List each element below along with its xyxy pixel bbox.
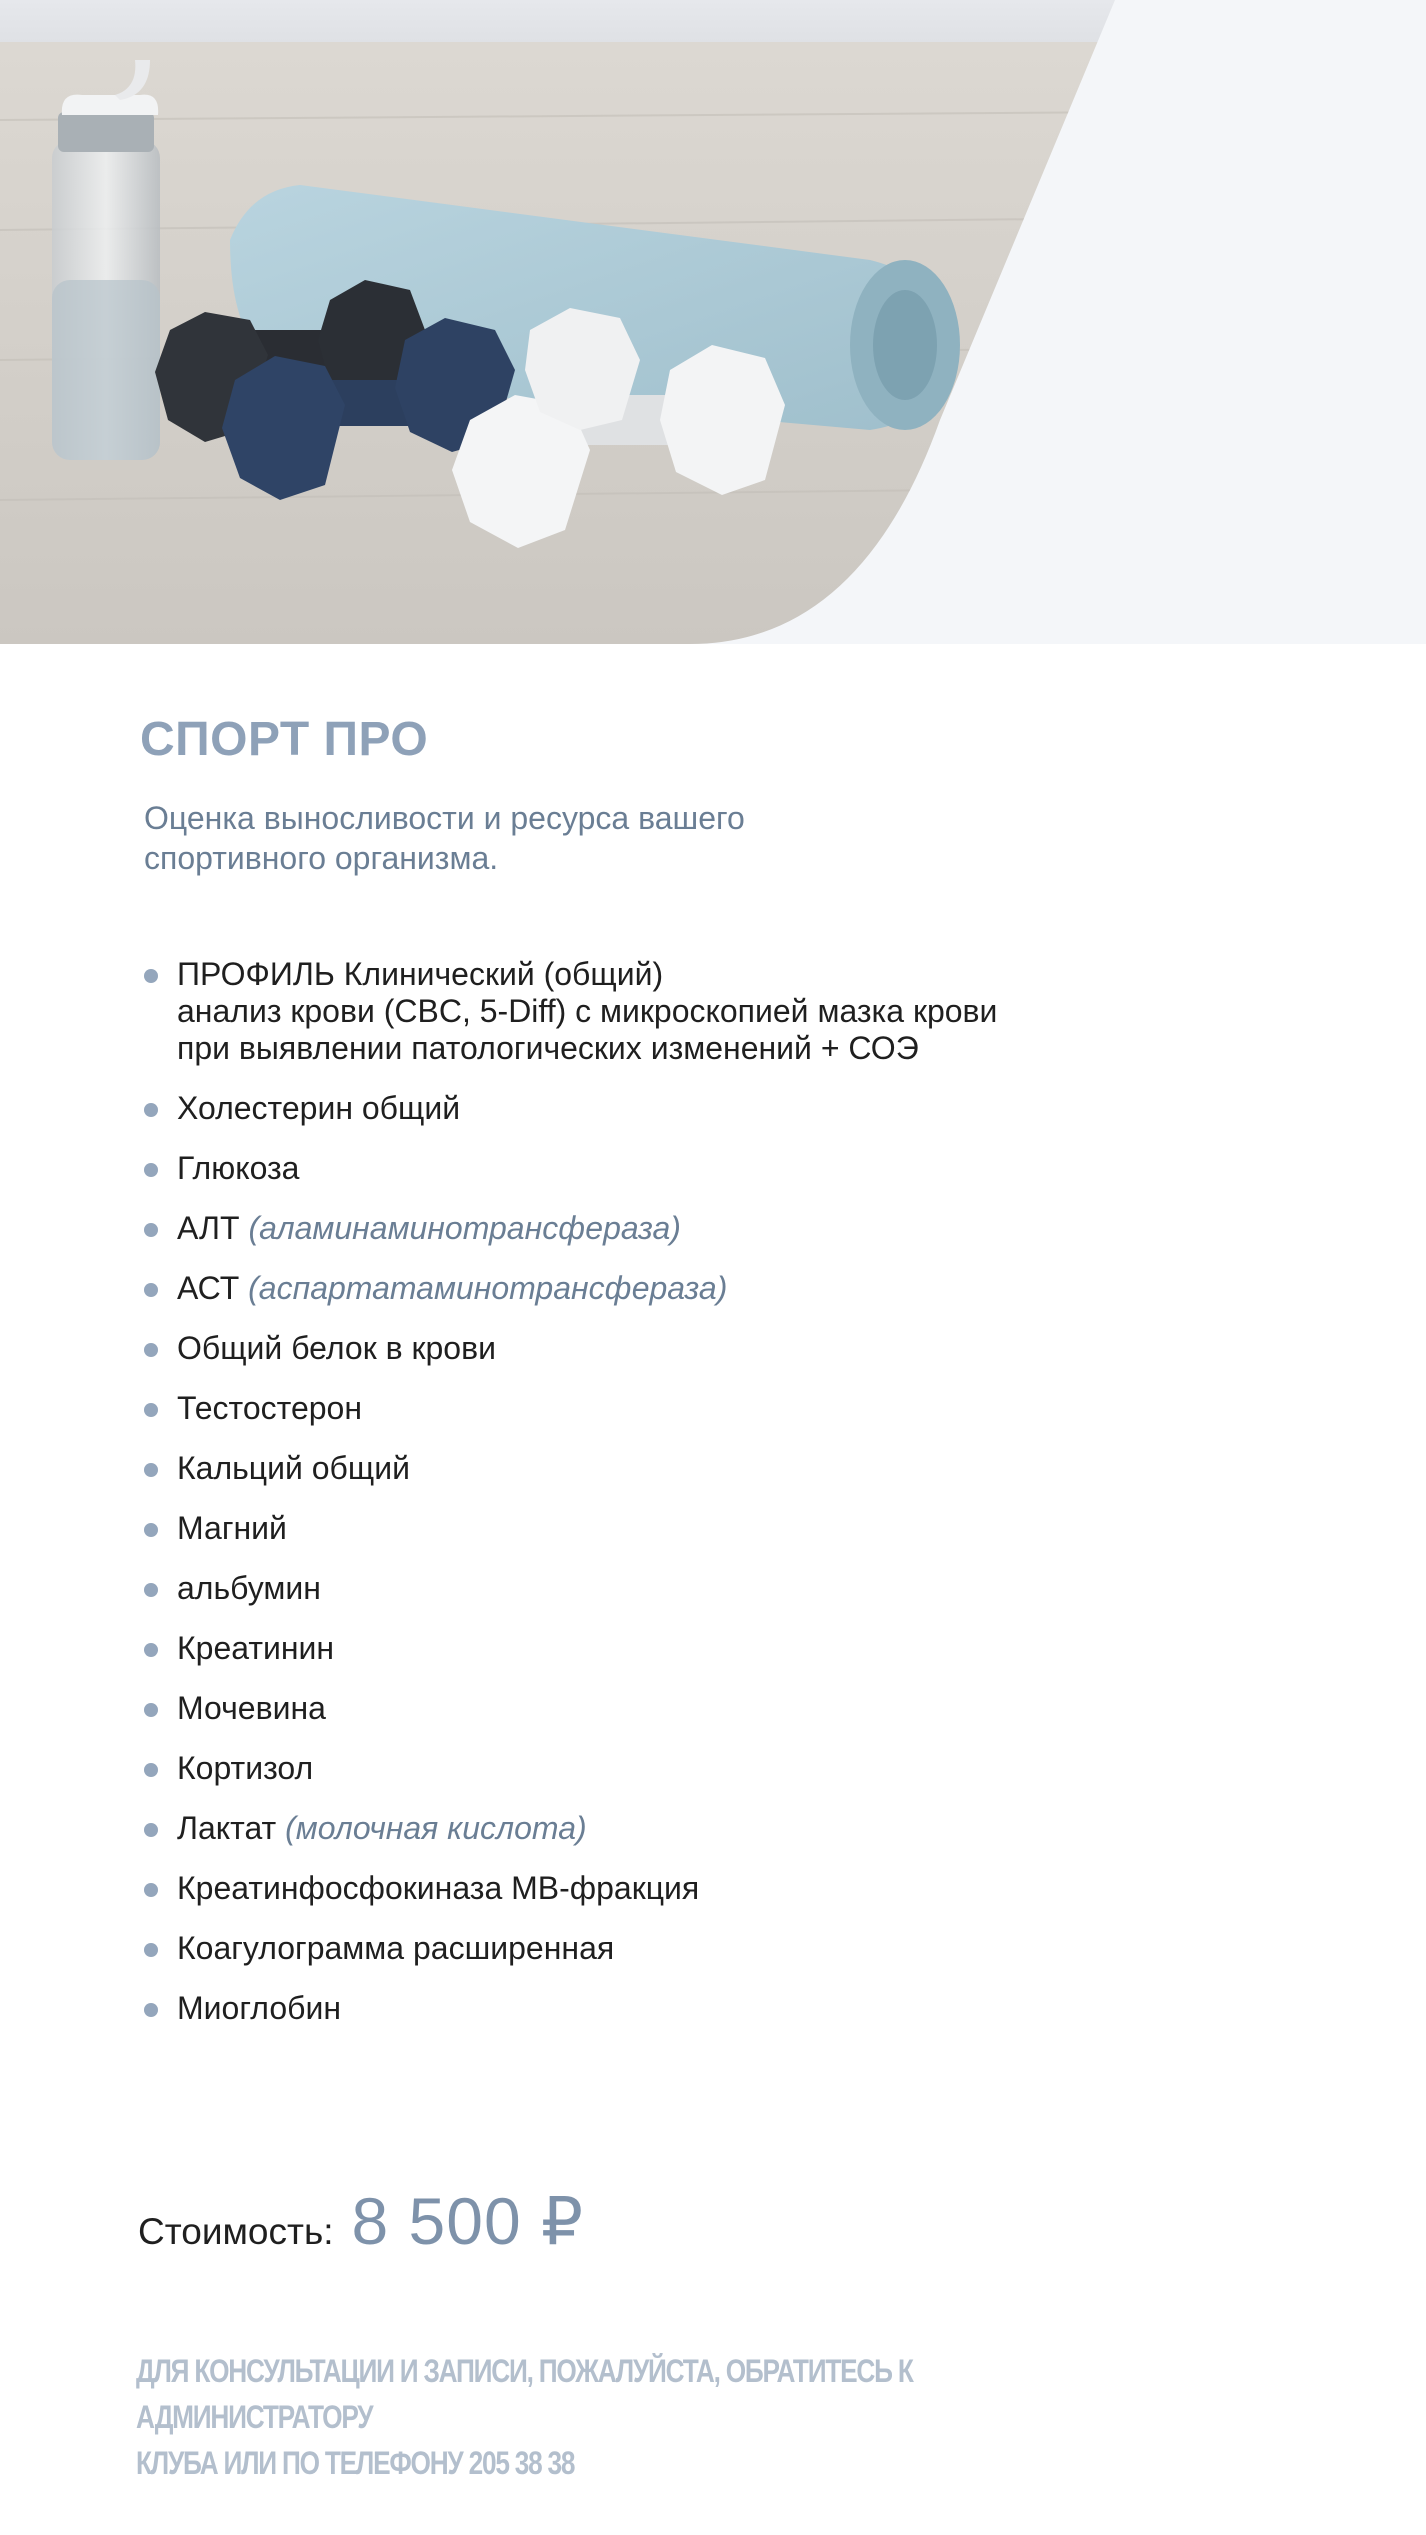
test-name: АЛТ — [177, 1210, 240, 1246]
test-name: Креатинин — [177, 1630, 335, 1666]
test-name: Общий белок в крови — [177, 1330, 496, 1366]
contact-note-line: ДЛЯ КОНСУЛЬТАЦИИ И ЗАПИСИ, ПОЖАЛУЙСТА, ОБРАТИТЕСЬ К АДМИНИСТРАТОРУ — [136, 2353, 913, 2435]
price-label: Стоимость: — [138, 2211, 334, 2252]
bullet-icon — [144, 1283, 158, 1297]
contact-note-line: КЛУБА ИЛИ ПО ТЕЛЕФОНУ 205 38 38 — [136, 2445, 575, 2481]
test-name: Лактат — [177, 1810, 277, 1846]
test-name: Кальций общий — [177, 1450, 410, 1486]
list-item — [0, 1630, 1426, 1667]
list-item — [0, 1450, 1426, 1487]
bullet-icon — [144, 1343, 158, 1357]
bullet-icon — [144, 1463, 158, 1477]
price-value: 8 500 ₽ — [351, 2184, 585, 2258]
list-item — [0, 1570, 1426, 1607]
test-name: Кортизол — [177, 1750, 314, 1786]
list-item — [0, 1330, 1426, 1367]
bullet-icon — [144, 1823, 158, 1837]
test-name: Коагулограмма расширенная — [177, 1930, 615, 1966]
test-name: альбумин — [177, 1570, 321, 1606]
bullet-icon — [144, 2003, 158, 2017]
list-item — [0, 1690, 1426, 1727]
test-note: (аламинаминотрансфераза) — [248, 1210, 681, 1246]
fitness-equipment-photo — [0, 0, 1426, 644]
bullet-icon — [144, 1943, 158, 1957]
bullet-icon — [144, 1103, 158, 1117]
test-name-line: ПРОФИЛЬ Клинический (общий) — [177, 956, 664, 992]
contact-note — [136, 2348, 1120, 2486]
price-row — [138, 2183, 584, 2271]
bullet-icon — [144, 1523, 158, 1537]
test-name: Креатинфосфокиназа MB-фракция — [177, 1870, 700, 1906]
test-name: Глюкоза — [177, 1150, 300, 1186]
list-item — [0, 1870, 1426, 1907]
bullet-icon — [144, 969, 158, 983]
test-name: Тестостерон — [177, 1390, 362, 1426]
list-item — [0, 1090, 1426, 1127]
test-name-line: при выявлении патологических изменений + СОЭ — [177, 1030, 919, 1066]
bullet-icon — [144, 1643, 158, 1657]
list-item — [0, 956, 1426, 1067]
bullet-icon — [144, 1163, 158, 1177]
package-description: Оценка выносливости и ресурса вашего спортивного организма. — [144, 800, 745, 876]
bullet-icon — [144, 1703, 158, 1717]
list-item — [0, 1270, 1426, 1307]
test-note: (молочная кислота) — [285, 1810, 587, 1846]
bullet-icon — [144, 1223, 158, 1237]
hero-image — [0, 0, 1426, 644]
list-item — [0, 1210, 1426, 1247]
package-title: СПОРТ ПРО — [140, 713, 429, 766]
tests-list — [0, 956, 1426, 2050]
list-item — [0, 1930, 1426, 1967]
bullet-icon — [144, 1763, 158, 1777]
list-item — [0, 1990, 1426, 2027]
bullet-icon — [144, 1883, 158, 1897]
test-note: (аспартатаминотрансфераза) — [248, 1270, 728, 1306]
bullet-icon — [144, 1403, 158, 1417]
list-item — [0, 1150, 1426, 1187]
test-name: Холестерин общий — [177, 1090, 461, 1126]
list-item — [0, 1810, 1426, 1847]
test-name: Мочевина — [177, 1690, 326, 1726]
test-name: АСТ — [177, 1270, 240, 1306]
list-item — [0, 1750, 1426, 1787]
list-item — [0, 1390, 1426, 1427]
test-name: Миоглобин — [177, 1990, 341, 2026]
bullet-icon — [144, 1583, 158, 1597]
list-item — [0, 1510, 1426, 1547]
test-name-line: анализ крови (CBC, 5-Diff) с микроскопией мазка крови — [177, 993, 998, 1029]
test-name: Магний — [177, 1510, 287, 1546]
